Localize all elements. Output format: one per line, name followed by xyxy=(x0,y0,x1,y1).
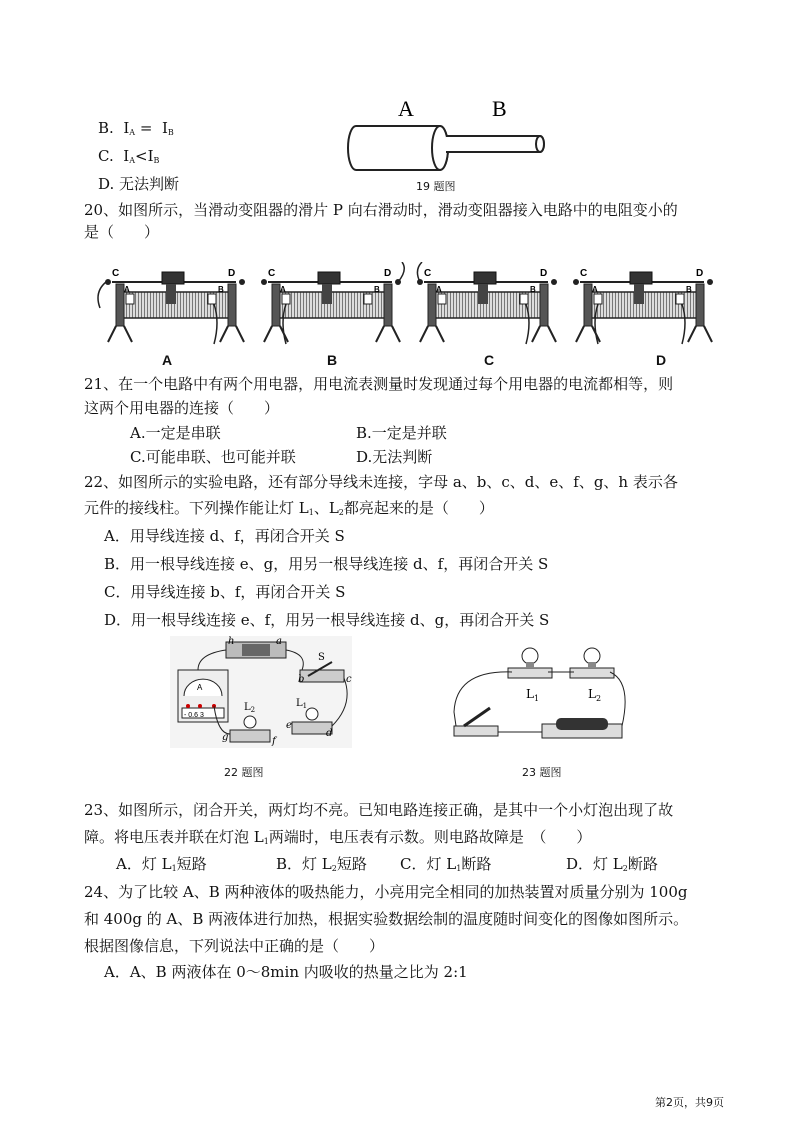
svg-text:g: g xyxy=(222,732,229,743)
q23-option-c: C．灯 $L_1$断路 xyxy=(400,855,492,873)
q24-stem-line3: 根据图像信息，下列说法中正确的是（ ） xyxy=(84,937,385,955)
rheostat-label-d: D xyxy=(656,352,667,368)
q22-option-d: D．用一根导线连接 e、f，用另一根导线连接 d、g，再闭合开关 S xyxy=(104,611,550,629)
q19-label-b: B xyxy=(492,96,507,121)
q21-option-c: C.可能串联、也可能并联 xyxy=(130,448,296,466)
svg-text:L2: $L_2$ xyxy=(244,702,256,714)
rheostat-label-c: C xyxy=(484,352,495,368)
svg-text:B: B xyxy=(686,285,692,294)
svg-text:L1: $L_1$ xyxy=(296,698,308,710)
svg-text:L2: $L_2$ xyxy=(588,687,602,703)
svg-text:- 0.6 3: - 0.6 3 xyxy=(184,712,204,719)
svg-text:C: C xyxy=(268,268,276,279)
q20-stem-line1: 20、如图所示，当滑动变阻器的滑片 P 向右滑动时，滑动变阻器接入电路中的电阻变小的 xyxy=(84,201,678,219)
page-footer: 第2页，共9页 xyxy=(655,1096,724,1109)
q19-option-c: C. $I_A<I_B$ xyxy=(98,147,160,165)
q23-stem-line1: 23、如图所示，闭合开关，两灯均不亮。已知电路连接正确，是其中一个小灯泡出现了故 xyxy=(84,801,674,819)
rheostat-label-a: A xyxy=(162,352,173,368)
svg-text:D: D xyxy=(696,268,704,279)
q23-stem-line2: 障。将电压表并联在灯泡 $L_1$两端时，电压表有示数。则电路故障是 （ ） xyxy=(84,828,592,846)
rheostat-b xyxy=(261,262,404,344)
svg-text:S: S xyxy=(318,652,325,663)
q19-option-d: D. 无法判断 xyxy=(98,175,180,193)
rheostat-label-b: B xyxy=(327,352,338,368)
q22-stem-line2: 元件的接线柱。下列操作能让灯 $L_1$、$L_2$都亮起来的是（ ） xyxy=(84,499,494,517)
q22-stem-line1: 22、如图所示的实验电路，还有部分导线未连接，字母 a、b、c、d、e、f、g、h 表示各 xyxy=(84,473,678,491)
svg-text:D: D xyxy=(540,268,548,279)
q21-option-a: A.一定是串联 xyxy=(130,424,221,442)
svg-text:D: D xyxy=(384,268,392,279)
q24-stem-line2: 和 400g 的 A、B 两液体进行加热，根据实验数据绘制的温度随时间变化的图像如图所示。 xyxy=(84,910,689,928)
svg-text:e: e xyxy=(286,720,292,731)
svg-text:A: A xyxy=(436,285,442,294)
q22-option-c: C．用导线连接 b、f，再闭合开关 S xyxy=(104,583,346,601)
svg-text:f: f xyxy=(272,736,276,747)
q21-stem-line1: 21、在一个电路中有两个用电器，用电流表测量时发现通过每个用电器的电流都相等，则 xyxy=(84,375,674,393)
svg-text:C: C xyxy=(112,268,120,279)
q23-caption: 23 题图 xyxy=(522,766,562,779)
q21-stem-line2: 这两个用电器的连接（ ） xyxy=(84,399,280,417)
svg-text:B: B xyxy=(218,285,224,294)
svg-text:A: A xyxy=(124,285,130,294)
q19-label-a: A xyxy=(398,96,414,121)
q20-rheostat-figures xyxy=(96,262,716,348)
q22-option-b: B．用一根导线连接 e、g，用另一根导线连接 d、f，再闭合开关 S xyxy=(104,555,549,573)
q24-stem-line1: 24、为了比较 A、B 两种液体的吸热能力，小亮用完全相同的加热装置对质量分别为 100g xyxy=(84,883,688,901)
q23-option-a: A．灯 $L_1$短路 xyxy=(116,855,207,873)
rheostat-d xyxy=(573,268,713,344)
rheostat-a xyxy=(98,268,245,344)
q19-option-b: B. $I_A = I_B$ xyxy=(98,119,174,137)
svg-text:h: h xyxy=(228,636,235,647)
q19-conductor-figure xyxy=(340,90,560,180)
q21-option-b: B.一定是并联 xyxy=(356,424,447,442)
svg-text:A: A xyxy=(280,285,286,294)
q21-option-d: D.无法判断 xyxy=(356,448,433,466)
q19-thin-cylinder xyxy=(446,136,544,152)
q22-option-a: A．用导线连接 d、f，再闭合开关 S xyxy=(104,527,345,545)
q23-option-b: B．灯 $L_2$短路 xyxy=(276,855,367,873)
q22-caption: 22 题图 xyxy=(224,766,264,779)
rheostat-c xyxy=(417,262,557,344)
q24-option-a: A．A、B 两液体在 0～8min 内吸收的热量之比为 2:1 xyxy=(104,963,468,981)
svg-text:a: a xyxy=(276,636,282,647)
q23-circuit-figure xyxy=(446,642,632,748)
svg-text:L1: $L_1$ xyxy=(526,687,540,703)
svg-text:A: A xyxy=(592,285,598,294)
q23-option-d: D．灯 $L_2$断路 xyxy=(566,855,658,873)
svg-text:c: c xyxy=(346,674,352,685)
svg-text:C: C xyxy=(424,268,432,279)
svg-text:C: C xyxy=(580,268,588,279)
q20-stem-line2: 是（ ） xyxy=(84,223,160,241)
q22-circuit-figure xyxy=(168,634,354,750)
svg-text:A: A xyxy=(197,683,203,692)
svg-text:d: d xyxy=(326,728,333,739)
svg-text:B: B xyxy=(530,285,536,294)
svg-text:b: b xyxy=(298,674,305,685)
svg-text:B: B xyxy=(374,285,380,294)
q19-caption: 19 题图 xyxy=(416,180,456,193)
svg-text:D: D xyxy=(228,268,236,279)
